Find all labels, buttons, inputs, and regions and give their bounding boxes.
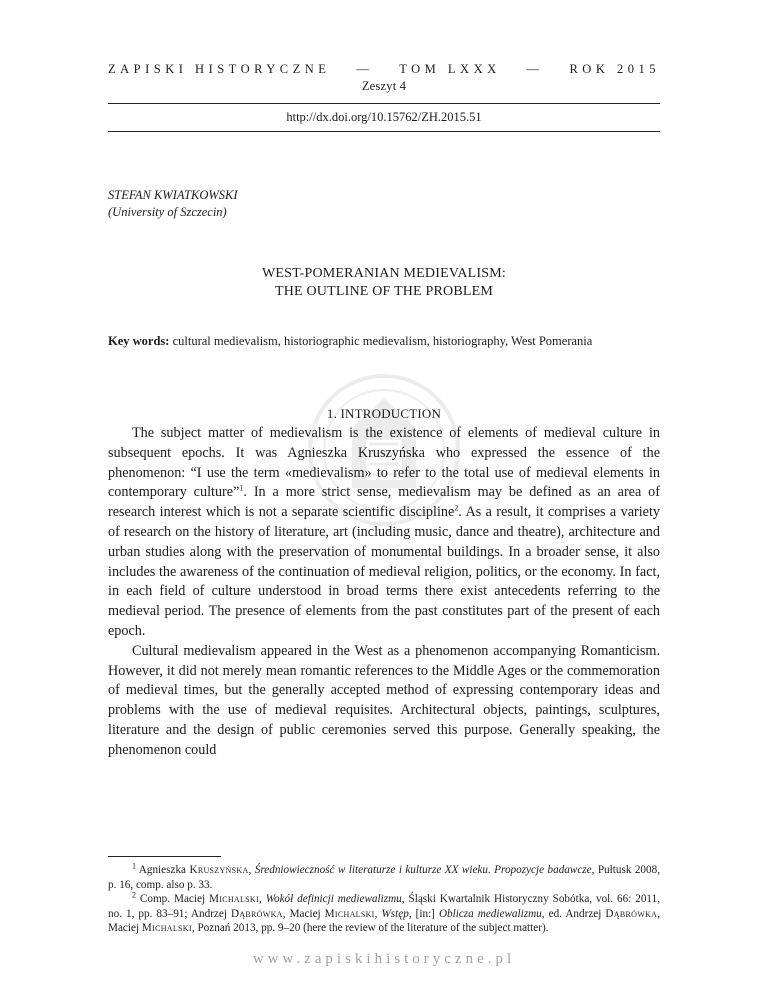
author-block: [108, 187, 238, 221]
journal-website[interactable]: www.zapiskihistoryczne.pl: [252, 951, 516, 967]
keywords: [108, 332, 660, 350]
footnote-2: $^2$ Comp. Maciej Michalski, Wokół definicji mediewalizmu, Śląski Kwartalnik Historyczny Sobótka, vol. 66: 2011, no. 1, pp. 83–91; Andrzej Dąbrówka, Maciej Michalski, Wstęp, [in:] Oblicza mediewalizmu, ed. Andrzej Dąbrówka, Maciej Michalski, Poznań 2013, pp. 9–20 (here the review of the literature of the subject matter).: [108, 890, 661, 934]
journal-name: ZAPISKI HISTORYCZNE: [108, 62, 331, 76]
doi-rule: [108, 131, 660, 132]
article-body: [108, 424, 660, 761]
keywords-label: Key words:: [108, 334, 170, 348]
footnotes: [108, 863, 660, 936]
paragraph: Cultural medievalism appeared in the West as a phenomenon accompanying Romanticism. However, it did not merely mean romantic references to the Middle Ages or the commemoration of medieval times, but the generally accepted method of expressing contemporary ideas and problems with the use of medieval requisites. Architectural objects, paintings, sculptures, literature and the design of public ceremonies served this purpose. Generally speaking, the phenomenon could: [108, 642, 660, 758]
article-title: [108, 265, 660, 301]
footnote-ref[interactable]: 2: [454, 503, 459, 513]
running-header: [108, 62, 660, 94]
author-affiliation: (University of Szczecin): [108, 205, 227, 219]
issue-number: Zeszyt 4: [361, 79, 407, 93]
year: ROK 2015: [569, 62, 660, 76]
doi-link[interactable]: http://dx.doi.org/10.15762/ZH.2015.51: [286, 110, 482, 124]
footnote-1: $^1$ Agnieszka Kruszyńska, Średniowieczność w literaturze i kulturze XX wieku. Propozycje badawcze, Pułtusk 2008, p. 16, comp. also p. 33.: [108, 861, 660, 891]
keywords-text: cultural medievalism, historiographic medievalism, historiography, West Pomerania: [169, 334, 593, 348]
header-rule: [108, 103, 660, 104]
paragraph: The subject matter of medievalism is the existence of elements of medieval culture in subsequent epochs. It was Agnieszka Kruszyńska who expressed the essence of the phenomenon: “I use the term «medievalism» to refer to the total use of medieval elements in contemporary culture”$^1$. In a more strict sense, medievalism may be defined as an area of research interest which is not a separate scientific discipline$^2$. As a result, it comprises a variety of research on the history of literature, art (including music, dance and theatre), architecture and urban studies along with the preservation of monumental buildings. In a broader sense, it also includes the awareness of the continuation of medieval religion, politics, or the economy. In fact, in each field of culture understood in broad terms there exist antecedents referring to the medieval period. The presence of elements from the past constitutes part of the present of each epoch.: [108, 425, 660, 639]
header-separator: —: [526, 62, 544, 76]
author-name: STEFAN KWIATKOWSKI: [108, 188, 238, 202]
footnote-rule: [108, 856, 221, 857]
header-separator: —: [356, 62, 374, 76]
title-line-2: THE OUTLINE OF THE PROBLEM: [274, 284, 494, 299]
section-heading: 1. INTRODUCTION: [326, 406, 442, 421]
footnote-ref[interactable]: 1: [239, 483, 244, 493]
title-line-1: WEST-POMERANIAN MEDIEVALISM:: [262, 266, 506, 281]
volume-number: TOM LXXX: [399, 62, 501, 76]
journal-line: [108, 62, 660, 77]
